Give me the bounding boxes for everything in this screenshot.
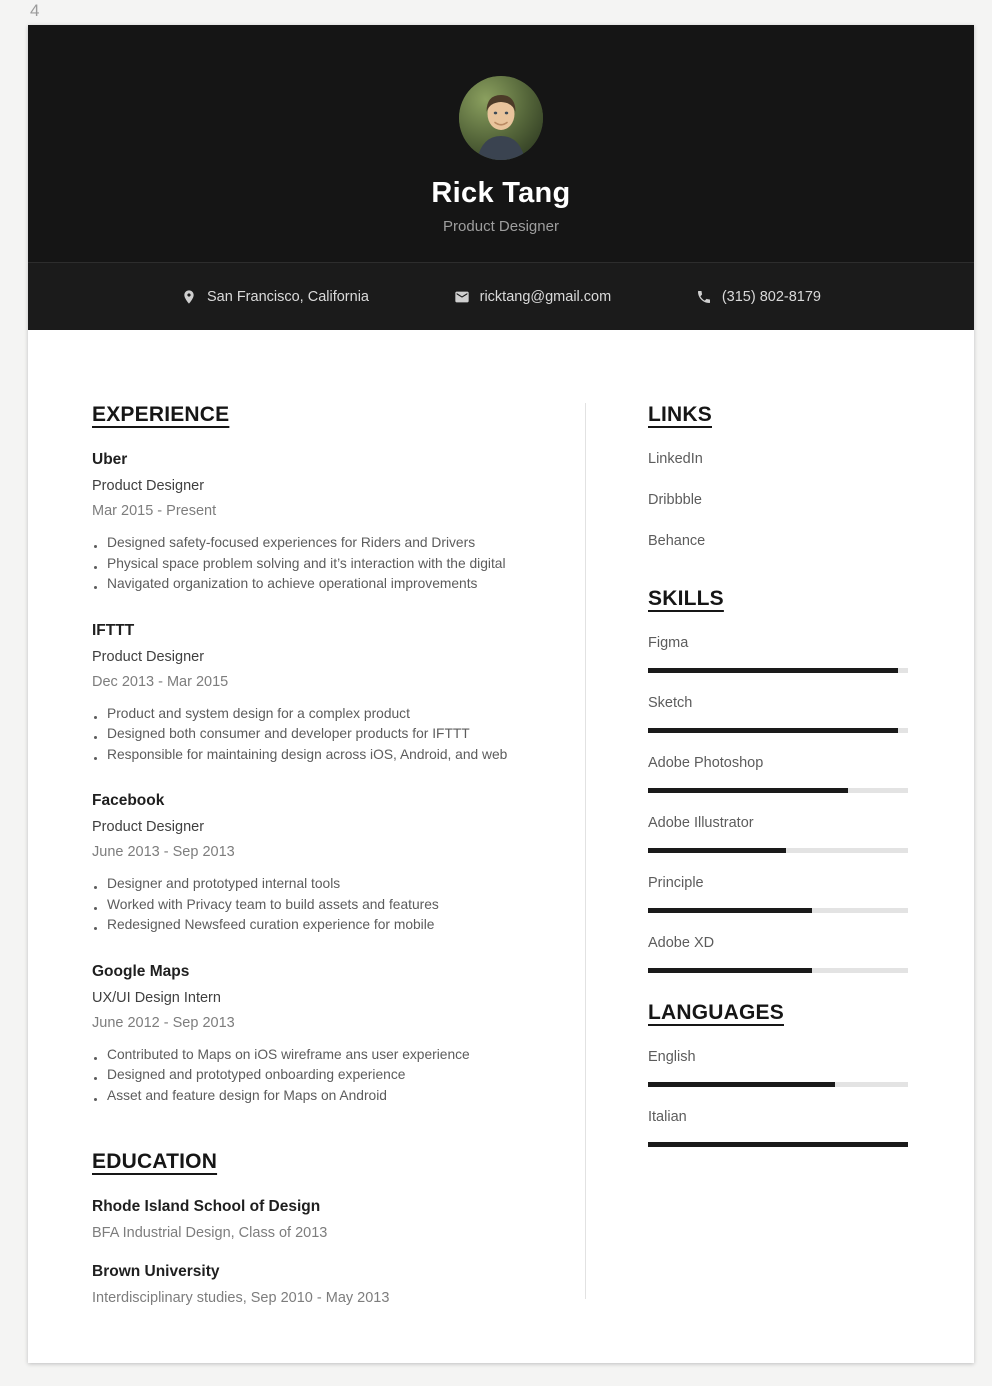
education-detail: BFA Industrial Design, Class of 2013	[92, 1225, 328, 1241]
experience-heading: EXPERIENCE	[92, 403, 230, 426]
school-name: Rhode Island School of Design	[92, 1198, 321, 1215]
skill-name: Principle	[648, 875, 704, 891]
page-number: 4	[30, 1, 40, 20]
skill-name: Sketch	[648, 695, 693, 711]
skill-name: Adobe Photoshop	[648, 755, 764, 771]
links-heading: LINKS	[648, 403, 712, 426]
language-item	[648, 1109, 908, 1147]
education-section	[92, 1150, 585, 1306]
school-name: Brown University	[92, 1263, 220, 1280]
experience-entry	[92, 451, 585, 595]
language-bar-track	[648, 1142, 908, 1147]
bullet-item: Designed both consumer and developer products for IFTTT	[92, 724, 585, 745]
bullet-item: Designed safety-focused experiences for Riders and Drivers	[92, 533, 585, 554]
skill-bar-fill	[648, 908, 812, 913]
company-name: Google Maps	[92, 962, 190, 980]
avatar-placeholder-graphic	[459, 76, 543, 160]
skill-item	[648, 935, 908, 973]
bullet-item: Designer and prototyped internal tools	[92, 874, 585, 895]
skill-bar-fill	[648, 788, 848, 793]
bullet-item: Asset and feature design for Maps on Android	[92, 1086, 585, 1107]
education-detail: Interdisciplinary studies, Sep 2010 - May 2013	[92, 1290, 390, 1306]
language-bar-fill	[648, 1142, 908, 1147]
bullet-list	[92, 1045, 585, 1107]
skill-item	[648, 815, 908, 853]
left-column	[92, 403, 585, 1328]
language-bar-track	[648, 1082, 908, 1087]
job-role: Product Designer	[92, 819, 205, 835]
location-text: San Francisco, California	[207, 288, 369, 305]
job-dates: June 2013 - Sep 2013	[92, 844, 235, 860]
phone-icon	[696, 289, 712, 305]
person-name: Rick Tang	[431, 177, 571, 209]
bullet-item: Redesigned Newsfeed curation experience for mobile	[92, 915, 585, 936]
bullet-list	[92, 874, 585, 936]
email-icon	[454, 289, 470, 305]
skill-bar-fill	[648, 668, 898, 673]
bullet-item: Product and system design for a complex product	[92, 704, 585, 725]
experience-entry	[92, 792, 585, 936]
skills-heading: SKILLS	[648, 587, 724, 610]
links-section	[648, 403, 908, 549]
skill-bar-fill	[648, 968, 812, 973]
contact-location	[181, 289, 369, 305]
skill-item	[648, 875, 908, 913]
bullet-item: Physical space problem solving and it’s interaction with the digital	[92, 554, 585, 575]
bullet-item: Worked with Privacy team to build assets and features	[92, 895, 585, 916]
skill-name: Adobe Illustrator	[648, 815, 754, 831]
skill-bar-track	[648, 968, 908, 973]
contact-phone	[696, 289, 821, 305]
bullet-item: Navigated organization to achieve operational improvements	[92, 574, 585, 595]
job-role: Product Designer	[92, 478, 205, 494]
contact-email	[454, 289, 612, 305]
education-entry	[92, 1263, 585, 1306]
skill-bar-fill	[648, 728, 898, 733]
job-dates: Mar 2015 - Present	[92, 503, 217, 519]
job-role: UX/UI Design Intern	[92, 989, 221, 1006]
email-text: ricktang@gmail.com	[479, 288, 612, 305]
person-title: Product Designer	[443, 218, 559, 235]
language-bar-fill	[648, 1082, 835, 1087]
skill-bar-track	[648, 668, 908, 673]
skill-item	[648, 755, 908, 793]
resume-page	[28, 25, 974, 1363]
link-dribbble[interactable]: Dribbble	[648, 492, 702, 508]
job-role: Product Designer	[92, 648, 205, 665]
location-pin-icon	[181, 289, 197, 305]
company-name: Facebook	[92, 792, 165, 809]
skill-bar-track	[648, 848, 908, 853]
language-item	[648, 1049, 908, 1087]
languages-heading: LANGUAGES	[648, 1001, 784, 1024]
job-dates: Dec 2013 - Mar 2015	[92, 673, 229, 690]
bullet-list	[92, 704, 585, 766]
right-column	[648, 403, 908, 1169]
language-name: English	[648, 1049, 696, 1065]
bullet-item: Responsible for maintaining design across iOS, Android, and web	[92, 745, 585, 766]
bullet-item: Contributed to Maps on iOS wireframe ans user experience	[92, 1045, 585, 1066]
skill-item	[648, 635, 908, 673]
job-dates: June 2012 - Sep 2013	[92, 1014, 235, 1031]
skill-name: Figma	[648, 635, 689, 651]
phone-text: (315) 802-8179	[721, 288, 821, 305]
experience-section	[92, 403, 585, 1106]
skill-bar-fill	[648, 848, 786, 853]
skills-section	[648, 587, 908, 973]
bullet-item: Designed and prototyped onboarding experience	[92, 1065, 585, 1086]
company-name: IFTTT	[92, 621, 135, 639]
skill-bar-track	[648, 728, 908, 733]
company-name: Uber	[92, 451, 128, 468]
bullet-list	[92, 533, 585, 595]
skill-bar-track	[648, 908, 908, 913]
skill-bar-track	[648, 788, 908, 793]
education-entry	[92, 1198, 585, 1241]
profile-photo	[459, 76, 543, 160]
resume-body	[28, 330, 974, 1328]
skill-item	[648, 695, 908, 733]
education-heading: EDUCATION	[92, 1150, 218, 1173]
language-name: Italian	[648, 1109, 687, 1125]
column-divider	[585, 403, 586, 1299]
languages-section	[648, 1001, 908, 1147]
contact-bar	[28, 262, 974, 330]
skill-name: Adobe XD	[648, 935, 715, 951]
experience-entry	[92, 963, 585, 1107]
resume-header	[28, 25, 974, 262]
experience-entry	[92, 622, 585, 766]
link-linkedin[interactable]: LinkedIn	[648, 451, 703, 467]
link-behance[interactable]: Behance	[648, 533, 706, 549]
